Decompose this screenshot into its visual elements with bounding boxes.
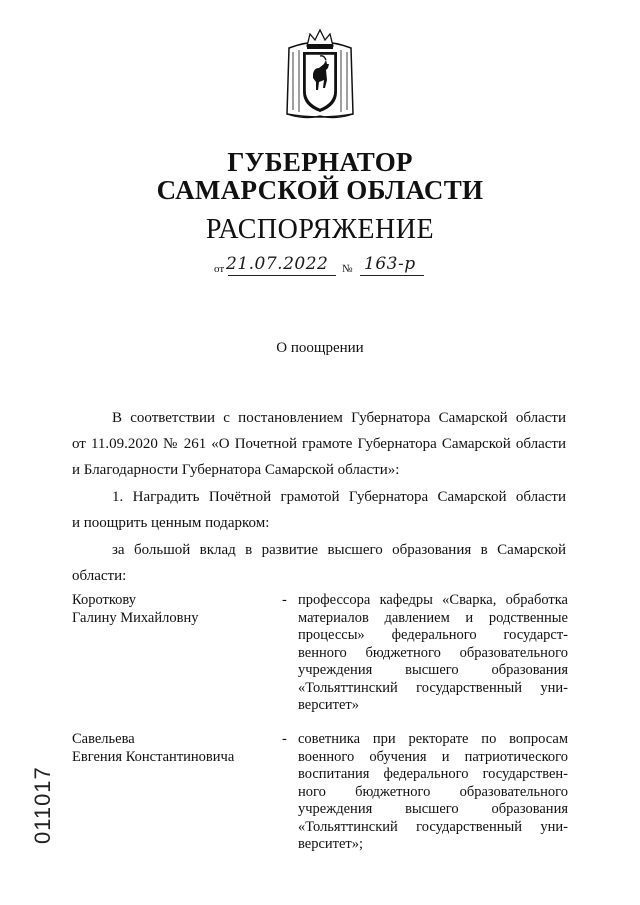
position-line: материалов давлением и родственные [298, 609, 568, 626]
position-line: «Тольяттинский государственный уни- [298, 818, 568, 835]
position-line: воспитания федерального государствен- [298, 766, 568, 782]
item1-line: 1. Наградить Почётной грамотой Губернатора Самарской области [112, 489, 566, 505]
position-line: ного бюджетного образовательного [298, 783, 568, 800]
preamble-paragraph [72, 405, 566, 483]
position-line: профессора кафедры «Сварка, обработка [298, 592, 568, 608]
date-number-line [214, 254, 434, 278]
preamble-line: В соответствии с постановлением Губернатора Самарской области [112, 410, 566, 426]
position-line: верситет» [298, 697, 360, 713]
date-label: от [214, 263, 225, 275]
awardee-given-names: Евгения Константиновича [72, 748, 235, 765]
awardee-surname: Савельева [72, 731, 135, 747]
awardee-name [72, 592, 272, 627]
number-value: 163-р [364, 254, 416, 274]
preamble-line: и Благодарности Губернатора Самарской области»: [72, 462, 400, 478]
awardee-dash: - [282, 592, 287, 608]
awardee-entry [72, 731, 568, 856]
position-line: военного обучения и патриотического [298, 748, 568, 765]
item1-paragraph [72, 484, 566, 536]
position-line: венного бюджетного образовательного [298, 644, 568, 661]
reason-line: области: [72, 568, 127, 584]
awardee-position [298, 731, 568, 854]
awardee-position [298, 592, 568, 715]
reason-paragraph [72, 537, 566, 589]
position-line: учреждения высшего образования [298, 662, 568, 678]
awardee-dash: - [282, 731, 287, 747]
position-line: «Тольяттинский государственный уни- [298, 679, 568, 696]
side-serial-number: 011017 [30, 766, 55, 844]
number-label: № [342, 263, 353, 275]
org-name-line2: САМАРСКОЙ ОБЛАСТИ [156, 175, 484, 205]
awardee-surname: Короткову [72, 592, 137, 608]
samara-coat-of-arms-icon [283, 28, 357, 120]
org-name-line1: ГУБЕРНАТОР [227, 147, 413, 177]
position-line: верситет»; [298, 836, 364, 852]
position-line: учреждения высшего образования [298, 801, 568, 817]
document-subject: О поощрении [276, 340, 364, 356]
position-line: советника при ректорате по вопросам [298, 731, 568, 747]
preamble-line: от 11.09.2020 № 261 «О Почетной грамоте Губернатора Самарской области [72, 436, 566, 452]
awardee-given-names: Галину Михайловну [72, 609, 199, 626]
document-type: РАСПОРЯЖЕНИЕ [205, 214, 435, 245]
number-underline [360, 275, 424, 276]
position-line: процессы» федерального государст- [298, 627, 568, 643]
date-underline [228, 275, 336, 276]
awardee-entry [72, 592, 568, 717]
awardee-name [72, 731, 272, 766]
reason-line: за большой вклад в развитие высшего образования в Самарской [112, 542, 566, 558]
item1-line: и поощрить ценным подарком: [72, 515, 270, 531]
date-value: 21.07.2022 [226, 254, 329, 274]
